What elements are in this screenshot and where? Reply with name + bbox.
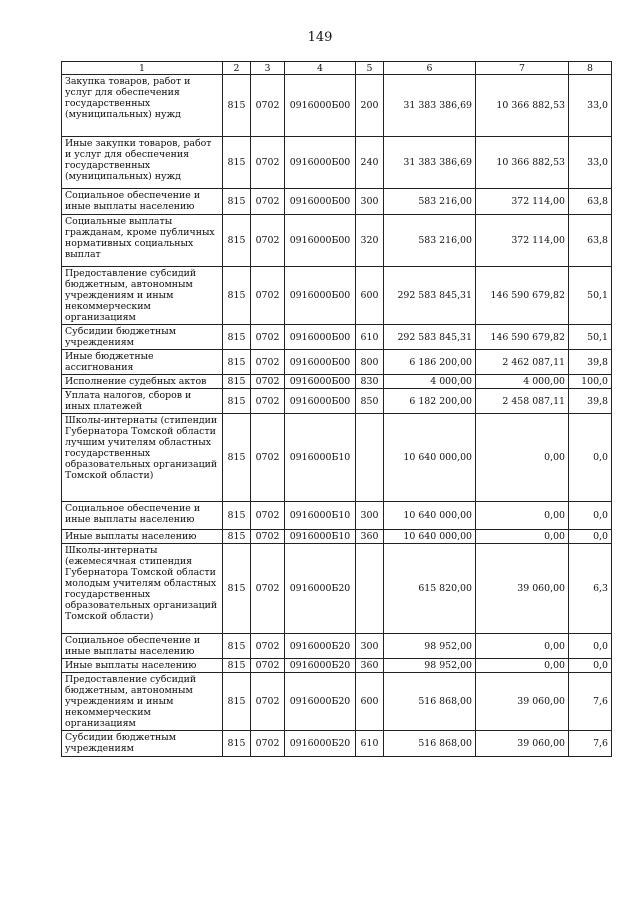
cell-c6: 4 000,00 bbox=[384, 375, 476, 389]
cell-c3: 0702 bbox=[251, 634, 285, 659]
cell-c2: 815 bbox=[223, 75, 251, 137]
cell-c4: 0916000Б20 bbox=[285, 659, 356, 673]
cell-c5: 320 bbox=[356, 215, 384, 267]
cell-c7: 2 458 087,11 bbox=[476, 389, 569, 414]
cell-c7: 10 366 882,53 bbox=[476, 75, 569, 137]
cell-c2: 815 bbox=[223, 502, 251, 530]
cell-c8: 39,8 bbox=[569, 350, 612, 375]
cell-c5: 360 bbox=[356, 659, 384, 673]
row-label: Иные выплаты населению bbox=[62, 659, 223, 673]
cell-c4: 0916000Б00 bbox=[285, 137, 356, 189]
cell-c8: 33,0 bbox=[569, 75, 612, 137]
row-label: Исполнение судебных актов bbox=[62, 375, 223, 389]
cell-c3: 0702 bbox=[251, 215, 285, 267]
cell-c4: 0916000Б20 bbox=[285, 634, 356, 659]
cell-c3: 0702 bbox=[251, 659, 285, 673]
cell-c3: 0702 bbox=[251, 325, 285, 350]
cell-c2: 815 bbox=[223, 414, 251, 502]
cell-c2: 815 bbox=[223, 267, 251, 325]
cell-c4: 0916000Б10 bbox=[285, 502, 356, 530]
table-row bbox=[62, 389, 612, 414]
cell-c7: 39 060,00 bbox=[476, 731, 569, 757]
cell-c2: 815 bbox=[223, 137, 251, 189]
cell-c8: 0,0 bbox=[569, 414, 612, 502]
cell-c3: 0702 bbox=[251, 189, 285, 215]
table-row bbox=[62, 731, 612, 757]
cell-c3: 0702 bbox=[251, 414, 285, 502]
cell-c3: 0702 bbox=[251, 673, 285, 731]
cell-c6: 516 868,00 bbox=[384, 731, 476, 757]
cell-c2: 815 bbox=[223, 673, 251, 731]
row-label: Предоставление субсидий бюджетным, автономным учреждениям и иным некоммерческим организациям bbox=[62, 267, 223, 325]
cell-c6: 516 868,00 bbox=[384, 673, 476, 731]
cell-c7: 372 114,00 bbox=[476, 189, 569, 215]
cell-c4: 0916000Б00 bbox=[285, 75, 356, 137]
cell-c3: 0702 bbox=[251, 267, 285, 325]
cell-c3: 0702 bbox=[251, 502, 285, 530]
cell-c6: 31 383 386,69 bbox=[384, 75, 476, 137]
table-row bbox=[62, 634, 612, 659]
row-label: Социальные выплаты гражданам, кроме публичных нормативных социальных выплат bbox=[62, 215, 223, 267]
cell-c4: 0916000Б10 bbox=[285, 414, 356, 502]
cell-c6: 583 216,00 bbox=[384, 215, 476, 267]
table-row bbox=[62, 414, 612, 502]
cell-c8: 50,1 bbox=[569, 267, 612, 325]
cell-c6: 10 640 000,00 bbox=[384, 502, 476, 530]
cell-c5: 610 bbox=[356, 731, 384, 757]
cell-c7: 0,00 bbox=[476, 530, 569, 544]
cell-c8: 0,0 bbox=[569, 634, 612, 659]
row-label: Иные бюджетные ассигнования bbox=[62, 350, 223, 375]
cell-c4: 0916000Б00 bbox=[285, 325, 356, 350]
cell-c5 bbox=[356, 414, 384, 502]
row-label: Субсидии бюджетным учреждениям bbox=[62, 325, 223, 350]
cell-c5: 830 bbox=[356, 375, 384, 389]
table-row bbox=[62, 375, 612, 389]
row-label: Предоставление субсидий бюджетным, автономным учреждениям и иным некоммерческим организациям bbox=[62, 673, 223, 731]
column-header: 2 bbox=[223, 62, 251, 75]
cell-c2: 815 bbox=[223, 530, 251, 544]
table-row bbox=[62, 215, 612, 267]
cell-c7: 10 366 882,53 bbox=[476, 137, 569, 189]
cell-c6: 6 182 200,00 bbox=[384, 389, 476, 414]
cell-c7: 0,00 bbox=[476, 502, 569, 530]
cell-c2: 815 bbox=[223, 659, 251, 673]
cell-c8: 100,0 bbox=[569, 375, 612, 389]
cell-c5: 600 bbox=[356, 673, 384, 731]
cell-c3: 0702 bbox=[251, 375, 285, 389]
table-row bbox=[62, 659, 612, 673]
cell-c7: 146 590 679,82 bbox=[476, 325, 569, 350]
column-header: 8 bbox=[569, 62, 612, 75]
table-row bbox=[62, 325, 612, 350]
cell-c6: 292 583 845,31 bbox=[384, 267, 476, 325]
cell-c2: 815 bbox=[223, 350, 251, 375]
cell-c5: 360 bbox=[356, 530, 384, 544]
cell-c7: 39 060,00 bbox=[476, 544, 569, 634]
cell-c6: 10 640 000,00 bbox=[384, 530, 476, 544]
table-row bbox=[62, 673, 612, 731]
row-label: Иные закупки товаров, работ и услуг для обеспечения государственных (муниципальных) нужд bbox=[62, 137, 223, 189]
row-label: Социальное обеспечение и иные выплаты населению bbox=[62, 502, 223, 530]
page-number: 149 bbox=[307, 30, 333, 45]
cell-c8: 63,8 bbox=[569, 189, 612, 215]
table-row bbox=[62, 75, 612, 137]
column-header: 1 bbox=[62, 62, 223, 75]
cell-c8: 39,8 bbox=[569, 389, 612, 414]
cell-c4: 0916000Б20 bbox=[285, 673, 356, 731]
column-header: 4 bbox=[285, 62, 356, 75]
cell-c6: 98 952,00 bbox=[384, 659, 476, 673]
cell-c7: 39 060,00 bbox=[476, 673, 569, 731]
cell-c5: 610 bbox=[356, 325, 384, 350]
cell-c8: 0,0 bbox=[569, 530, 612, 544]
cell-c3: 0702 bbox=[251, 731, 285, 757]
cell-c3: 0702 bbox=[251, 75, 285, 137]
table-row bbox=[62, 189, 612, 215]
cell-c5: 300 bbox=[356, 502, 384, 530]
cell-c8: 50,1 bbox=[569, 325, 612, 350]
table-row bbox=[62, 267, 612, 325]
column-header: 6 bbox=[384, 62, 476, 75]
cell-c3: 0702 bbox=[251, 544, 285, 634]
cell-c8: 33,0 bbox=[569, 137, 612, 189]
cell-c2: 815 bbox=[223, 215, 251, 267]
cell-c4: 0916000Б00 bbox=[285, 350, 356, 375]
cell-c7: 0,00 bbox=[476, 659, 569, 673]
row-label: Закупка товаров, работ и услуг для обеспечения государственных (муниципальных) нужд bbox=[62, 75, 223, 137]
cell-c6: 292 583 845,31 bbox=[384, 325, 476, 350]
row-label: Школы-интернаты (ежемесячная стипендия Губернатора Томской области молодым учителям областных государственных образовательных организаций Томской области) bbox=[62, 544, 223, 634]
cell-c7: 4 000,00 bbox=[476, 375, 569, 389]
cell-c5: 300 bbox=[356, 189, 384, 215]
cell-c7: 146 590 679,82 bbox=[476, 267, 569, 325]
cell-c8: 0,0 bbox=[569, 502, 612, 530]
cell-c2: 815 bbox=[223, 389, 251, 414]
budget-table bbox=[61, 61, 612, 757]
cell-c8: 7,6 bbox=[569, 673, 612, 731]
cell-c6: 6 186 200,00 bbox=[384, 350, 476, 375]
cell-c5: 600 bbox=[356, 267, 384, 325]
cell-c8: 0,0 bbox=[569, 659, 612, 673]
cell-c4: 0916000Б20 bbox=[285, 731, 356, 757]
cell-c4: 0916000Б00 bbox=[285, 189, 356, 215]
table-row bbox=[62, 137, 612, 189]
cell-c2: 815 bbox=[223, 634, 251, 659]
cell-c8: 6,3 bbox=[569, 544, 612, 634]
cell-c3: 0702 bbox=[251, 389, 285, 414]
cell-c2: 815 bbox=[223, 544, 251, 634]
cell-c6: 98 952,00 bbox=[384, 634, 476, 659]
cell-c5: 300 bbox=[356, 634, 384, 659]
row-label: Социальное обеспечение и иные выплаты населению bbox=[62, 634, 223, 659]
cell-c2: 815 bbox=[223, 375, 251, 389]
row-label: Школы-интернаты (стипендии Губернатора Томской области лучшим учителям областных государственных образовательных организаций Томской области) bbox=[62, 414, 223, 502]
cell-c6: 583 216,00 bbox=[384, 189, 476, 215]
cell-c2: 815 bbox=[223, 325, 251, 350]
cell-c5: 200 bbox=[356, 75, 384, 137]
cell-c5 bbox=[356, 544, 384, 634]
table-row bbox=[62, 350, 612, 375]
cell-c3: 0702 bbox=[251, 137, 285, 189]
cell-c2: 815 bbox=[223, 731, 251, 757]
cell-c5: 240 bbox=[356, 137, 384, 189]
cell-c6: 10 640 000,00 bbox=[384, 414, 476, 502]
cell-c7: 2 462 087,11 bbox=[476, 350, 569, 375]
cell-c3: 0702 bbox=[251, 350, 285, 375]
table-header-row bbox=[62, 62, 612, 75]
column-header: 7 bbox=[476, 62, 569, 75]
cell-c5: 800 bbox=[356, 350, 384, 375]
cell-c7: 0,00 bbox=[476, 414, 569, 502]
row-label: Уплата налогов, сборов и иных платежей bbox=[62, 389, 223, 414]
cell-c7: 372 114,00 bbox=[476, 215, 569, 267]
cell-c3: 0702 bbox=[251, 530, 285, 544]
cell-c8: 7,6 bbox=[569, 731, 612, 757]
column-header: 3 bbox=[251, 62, 285, 75]
table-row bbox=[62, 544, 612, 634]
row-label: Социальное обеспечение и иные выплаты населению bbox=[62, 189, 223, 215]
cell-c2: 815 bbox=[223, 189, 251, 215]
row-label: Иные выплаты населению bbox=[62, 530, 223, 544]
column-header: 5 bbox=[356, 62, 384, 75]
cell-c4: 0916000Б00 bbox=[285, 389, 356, 414]
cell-c4: 0916000Б20 bbox=[285, 544, 356, 634]
table-row bbox=[62, 530, 612, 544]
cell-c4: 0916000Б10 bbox=[285, 530, 356, 544]
cell-c4: 0916000Б00 bbox=[285, 215, 356, 267]
cell-c6: 615 820,00 bbox=[384, 544, 476, 634]
cell-c8: 63,8 bbox=[569, 215, 612, 267]
cell-c5: 850 bbox=[356, 389, 384, 414]
table-row bbox=[62, 502, 612, 530]
cell-c7: 0,00 bbox=[476, 634, 569, 659]
cell-c4: 0916000Б00 bbox=[285, 267, 356, 325]
cell-c4: 0916000Б00 bbox=[285, 375, 356, 389]
row-label: Субсидии бюджетным учреждениям bbox=[62, 731, 223, 757]
cell-c6: 31 383 386,69 bbox=[384, 137, 476, 189]
